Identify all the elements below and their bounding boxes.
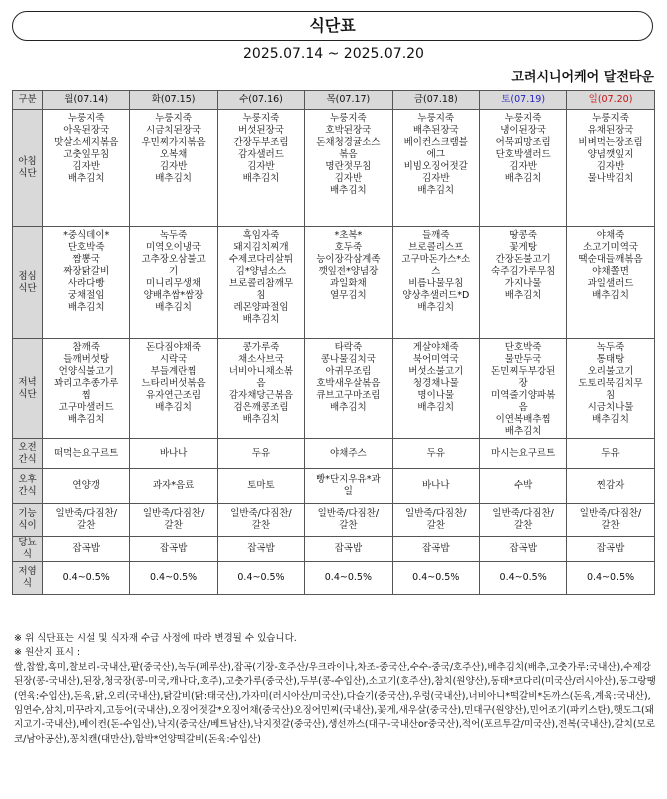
header-day: 목(07.17) [305, 91, 392, 110]
menu-item: 일반죽/다짐찬/ [492, 508, 554, 519]
menu-cell [479, 504, 566, 537]
menu-item: 통태탕 [596, 354, 625, 365]
menu-item: 김자반 [159, 161, 188, 172]
menu-cell [567, 562, 654, 595]
menu-item: 갈찬 [77, 520, 96, 531]
menu-item: 물나박김치 [587, 173, 634, 184]
menu-item: 미역줄기양파볶 [491, 390, 556, 401]
menu-item: 오리불고기 [587, 366, 634, 377]
menu-item: 감자채당근볶음 [228, 390, 294, 401]
menu-item: 짬뽕국 [72, 254, 100, 265]
menu-cell [567, 227, 654, 339]
menu-item: 돈채청경귤소스 [316, 137, 381, 148]
diabetic-diet-row [13, 537, 655, 562]
menu-item: 사라다빵 [67, 278, 105, 289]
menu-item: 떠먹는요구르트 [54, 447, 119, 459]
menu-item: 미니리무생채 [146, 278, 202, 289]
menu-item: 음 [256, 378, 266, 389]
menu-item: 참깨죽 [72, 342, 100, 353]
menu-item: 바나나 [159, 447, 188, 459]
menu-cell [217, 537, 304, 562]
menu-cell [305, 439, 392, 469]
menu-item: 비벼먹는장조림 [578, 137, 643, 148]
menu-item: 잡곡밥 [247, 543, 275, 554]
menu-cell [479, 339, 566, 439]
menu-item: 0.4~0.5% [62, 572, 110, 583]
menu-item: 비름나물무침 [408, 278, 464, 289]
menu-item: 가지나물 [504, 278, 542, 289]
menu-item: 흑임자죽 [242, 230, 280, 241]
menu-item: 배추김치 [592, 290, 629, 301]
menu-item: 김자반 [421, 173, 450, 184]
menu-item: 연양갱 [72, 480, 100, 491]
menu-item: 두유 [426, 447, 445, 459]
row-label [13, 110, 43, 227]
row-label-line: 오전 [18, 441, 37, 453]
menu-item: 브로콜리스프 [408, 242, 464, 253]
row-label [13, 562, 43, 595]
header-day-sunday: 일(07.20) [567, 91, 654, 110]
menu-cell [217, 339, 304, 439]
menu-item: 배추김치 [242, 173, 280, 184]
menu-item: 잡곡밥 [334, 543, 363, 554]
menu-cell [479, 469, 566, 504]
row-label [13, 227, 43, 339]
menu-item: 배추김치 [417, 302, 455, 313]
menu-item: *중식데이* [63, 230, 110, 241]
menu-cell [305, 469, 392, 504]
menu-item: 잡곡밥 [596, 543, 625, 554]
menu-cell [305, 504, 392, 537]
header-corner: 구분 [13, 91, 43, 110]
menu-item: 갈찬 [426, 520, 445, 531]
menu-item: 누룽지죽 [330, 113, 367, 124]
menu-item: 마시는요구르트 [491, 447, 556, 459]
header-day-saturday: 토(07.19) [479, 91, 566, 110]
menu-cell [392, 227, 479, 339]
menu-item: 아귀무조림 [325, 366, 372, 377]
menu-cell [479, 227, 566, 339]
menu-item: 돼지김치찌개 [233, 242, 289, 253]
menu-item: 일반죽/다짐찬/ [405, 508, 467, 519]
menu-item: 미역오이냉국 [146, 242, 202, 253]
menu-cell [130, 562, 217, 595]
menu-item: 배추김치 [242, 314, 280, 325]
menu-cell [43, 469, 130, 504]
menu-item: 고춧잎무침 [63, 149, 110, 160]
menu-item: 0.4~0.5% [237, 572, 285, 583]
menu-item: 누룽지죽 [592, 113, 629, 124]
menu-cell [43, 504, 130, 537]
change-notice: ※ 위 식단표는 시설 및 식자재 수급 사정에 따라 변경될 수 있습니다. [14, 633, 297, 644]
menu-item: 김자반 [596, 161, 625, 172]
menu-cell [217, 227, 304, 339]
menu-item: 누룽지죽 [504, 113, 542, 124]
menu-item: 우민찌가지볶음 [141, 137, 206, 148]
menu-item: 돈민찌두부강된 [491, 366, 556, 377]
menu-item: 배추김치 [592, 414, 629, 425]
menu-cell [43, 110, 130, 227]
menu-item: 김자반 [509, 161, 537, 172]
menu-cell [479, 562, 566, 595]
organization-name: 고려시니어케어 달전타운 [511, 70, 654, 85]
menu-item: 브로콜리참깨무 [228, 278, 294, 289]
menu-item: 청경채나물 [412, 378, 459, 389]
menu-item: 김*양념소스 [235, 266, 287, 277]
menu-item: 검은깨콩조림 [233, 402, 289, 413]
row-label-line: 오후 [18, 474, 37, 485]
menu-item: 배추김치 [504, 173, 542, 184]
menu-cell [392, 537, 479, 562]
menu-item: 들깨버섯탕 [63, 354, 110, 365]
row-label-line: 저녁 [18, 376, 37, 388]
menu-item: 배추김치 [330, 185, 367, 196]
menu-item: 두유 [601, 447, 620, 459]
menu-item: 오복채 [159, 149, 188, 160]
menu-item: 과일화채 [330, 278, 367, 289]
afternoon-snack-row [13, 469, 655, 504]
menu-item: 배추김치 [417, 402, 455, 413]
menu-item: 누룽지죽 [67, 113, 105, 124]
row-label [13, 469, 43, 504]
menu-item: 0.4~0.5% [586, 572, 635, 583]
menu-item: 맛살소세지볶음 [54, 137, 119, 148]
menu-item: 일반죽/다짐찬/ [142, 508, 205, 519]
menu-cell [217, 504, 304, 537]
menu-item: 유채된장국 [587, 125, 634, 136]
page-title: 식단표 [12, 11, 653, 41]
row-label-line: 기능 [18, 508, 37, 519]
menu-item: 배추김치 [330, 402, 367, 413]
menu-item: 궁채절임 [67, 290, 105, 301]
menu-item: 너비아니채소볶 [228, 366, 294, 377]
dinner-row [13, 339, 655, 439]
menu-item: 야채쫄면 [592, 266, 629, 277]
menu-item: 명이나물 [417, 390, 455, 401]
row-label [13, 537, 43, 562]
menu-item: 게살야채죽 [412, 342, 459, 353]
menu-cell [43, 562, 130, 595]
menu-item: 양배추쌈*쌈장 [143, 290, 204, 301]
menu-cell [392, 110, 479, 227]
menu-item: 잡곡밥 [421, 543, 450, 554]
menu-item: 돈다짐야채죽 [146, 342, 202, 353]
menu-item: 레몬양파절임 [233, 302, 289, 313]
menu-item: 고추장오삼불고 [141, 254, 206, 265]
menu-cell [130, 110, 217, 227]
menu-item: 잡곡밥 [509, 543, 537, 554]
header-day: 화(07.15) [130, 91, 217, 110]
menu-item: 호박된장국 [325, 125, 372, 136]
menu-cell [305, 339, 392, 439]
menu-item: 꽃게탕 [509, 242, 537, 253]
menu-item: 음 [518, 402, 528, 413]
menu-item: 바나나 [421, 480, 450, 491]
menu-item: 단호박샐러드 [495, 149, 551, 160]
menu-item: 배추김치 [67, 302, 105, 313]
menu-item: 0.4~0.5% [412, 572, 460, 583]
menu-item: 배추김치 [242, 414, 280, 425]
menu-item: 땍순대들깨볶음 [578, 254, 643, 265]
row-label-line: 점심 [18, 270, 37, 282]
menu-item: 어묵피망조림 [495, 137, 551, 148]
breakfast-row [13, 110, 655, 227]
menu-item: 토마토 [247, 480, 275, 491]
row-label [13, 504, 43, 537]
menu-item: 과일샐러드 [587, 278, 634, 289]
menu-item: 언양식불고기 [58, 366, 114, 377]
menu-item: 잡곡밥 [72, 543, 100, 554]
menu-cell [305, 537, 392, 562]
row-label [13, 439, 43, 469]
menu-item: 갈찬 [164, 520, 183, 531]
menu-item: 숙주김가루무침 [491, 266, 556, 277]
menu-item: 간장돈불고기 [495, 254, 551, 265]
menu-item: 꽈리고추종가루 [54, 378, 119, 389]
menu-item: 배추김치 [417, 185, 455, 196]
menu-cell [217, 562, 304, 595]
menu-item: 배추된장국 [412, 125, 459, 136]
row-label-line: 식단 [18, 282, 37, 294]
meal-plan-table [12, 90, 655, 595]
menu-item: 느타리버섯볶음 [141, 378, 206, 389]
menu-item: 배추김치 [67, 173, 105, 184]
menu-item: 도토리묵김치무 [578, 378, 643, 389]
menu-cell [567, 537, 654, 562]
menu-cell [130, 339, 217, 439]
menu-cell [567, 110, 654, 227]
menu-item: 야채주스 [330, 447, 367, 459]
menu-item: 단호박죽 [67, 242, 105, 253]
menu-item: 침 [605, 390, 616, 401]
menu-cell [567, 469, 654, 504]
menu-item: 소고기미역국 [583, 242, 639, 253]
menu-item: 에그 [426, 149, 445, 160]
header-day: 금(07.18) [392, 91, 479, 110]
date-range: 2025.07.14 ~ 2025.07.20 [243, 46, 424, 62]
menu-item: 배추김치 [504, 290, 542, 301]
menu-item: 갈찬 [251, 520, 271, 531]
menu-item: 0.4~0.5% [324, 572, 372, 583]
row-label-line: 아침 [18, 156, 37, 167]
menu-cell [392, 339, 479, 439]
menu-cell [392, 562, 479, 595]
menu-item: 베이컨스크램블 [403, 137, 468, 148]
menu-item: 일반죽/다짐찬/ [230, 508, 292, 519]
row-label-line: 저염 [18, 566, 37, 577]
menu-item: 북어미역국 [412, 354, 459, 365]
menu-cell [305, 562, 392, 595]
menu-cell [217, 469, 304, 504]
menu-cell [43, 537, 130, 562]
menu-item: 땅콩죽 [509, 230, 537, 241]
menu-cell [217, 439, 304, 469]
low-salt-diet-row [13, 562, 655, 595]
row-label-line: 식이 [18, 520, 37, 531]
menu-item: 호두죽 [334, 242, 363, 253]
table-header-row [13, 91, 655, 110]
menu-item: 기 [168, 266, 179, 277]
row-label-line: 식 [22, 578, 33, 589]
menu-item: 0.4~0.5% [149, 572, 198, 583]
menu-cell [567, 504, 654, 537]
menu-item: 명란젓무침 [325, 161, 372, 172]
menu-item: 양상추샐러드*D [402, 290, 470, 301]
menu-cell [479, 110, 566, 227]
menu-cell [392, 439, 479, 469]
menu-item: 채소사브국 [238, 354, 284, 365]
menu-item: 시금치된장국 [146, 125, 202, 136]
menu-item: 배추김치 [155, 173, 192, 184]
menu-item: 배추김치 [155, 302, 192, 313]
menu-item: 김자반 [334, 173, 363, 184]
header-day: 월(07.14) [43, 91, 130, 110]
notes-section [14, 632, 656, 747]
row-label [13, 339, 43, 439]
menu-item: 큐브고구마조림 [316, 390, 381, 401]
menu-cell [305, 110, 392, 227]
menu-item: 볶음 [339, 149, 358, 160]
menu-item: 비빔오징어젓갈 [403, 161, 468, 172]
menu-item: 과자*음료 [152, 480, 195, 491]
menu-item: 고구마샐러드 [58, 402, 114, 413]
menu-item: 녹두죽 [159, 230, 188, 241]
menu-item: 야채죽 [596, 230, 625, 241]
menu-item: 감자샐러드 [238, 149, 284, 160]
menu-item: 일반죽/다짐찬/ [317, 508, 380, 519]
menu-item: 양념깻잎지 [587, 149, 634, 160]
menu-item: 간장두부조림 [233, 137, 289, 148]
menu-cell [567, 439, 654, 469]
menu-item: 일반죽/다짐찬/ [55, 508, 117, 519]
menu-item: 콩나물김치국 [320, 354, 376, 365]
menu-item: 갈찬 [339, 520, 358, 531]
menu-cell [43, 339, 130, 439]
menu-item: 배추김치 [504, 426, 542, 437]
menu-item: 갈찬 [513, 520, 533, 531]
menu-item: 누룽지죽 [417, 113, 455, 124]
functional-diet-row [13, 504, 655, 537]
menu-item: 열무김치 [330, 290, 367, 301]
menu-cell [130, 504, 217, 537]
morning-snack-row [13, 439, 655, 469]
menu-cell [479, 439, 566, 469]
lunch-row [13, 227, 655, 339]
menu-item: 버섯된장국 [238, 125, 284, 136]
menu-cell [130, 439, 217, 469]
menu-cell [305, 227, 392, 339]
row-label-line: 당뇨 [18, 537, 37, 548]
menu-item: 짜장닭갈비 [63, 266, 110, 277]
row-label-line: 식단 [18, 168, 37, 179]
menu-cell [567, 339, 654, 439]
menu-item: 찐감자 [596, 480, 625, 491]
menu-item: 누룽지죽 [242, 113, 280, 124]
menu-item: 이연복배추찜 [495, 414, 551, 425]
menu-item: 아욱된장국 [63, 125, 110, 136]
menu-cell [43, 227, 130, 339]
origin-title: ※ 원산지 표시 : [14, 647, 81, 659]
menu-item: 스 [431, 266, 441, 277]
menu-item: 유자연근조림 [146, 390, 202, 401]
menu-cell [43, 439, 130, 469]
menu-item: 수박 [513, 480, 533, 491]
menu-item: 시금치나물 [587, 402, 634, 413]
menu-item: 깻잎전*양념장 [318, 266, 379, 277]
menu-item: 단호박죽 [504, 342, 542, 353]
menu-item: 부들계란찜 [150, 366, 197, 377]
menu-item: 찜 [81, 390, 91, 401]
menu-item: *초복* [334, 230, 363, 241]
menu-item: 장 [518, 378, 528, 389]
menu-item: 물만두국 [504, 354, 542, 365]
menu-item: 잡곡밥 [159, 543, 188, 554]
menu-item: 고구마돈가스*소 [401, 254, 471, 265]
menu-item: 호박새우살볶음 [316, 378, 381, 389]
menu-item: 갈찬 [601, 520, 620, 531]
menu-cell [130, 537, 217, 562]
menu-item: 침 [256, 290, 266, 301]
menu-item: 능이장각삼계족 [316, 254, 381, 265]
menu-item: 배추김치 [67, 414, 105, 425]
menu-cell [130, 469, 217, 504]
menu-item: 김자반 [247, 161, 275, 172]
menu-item: 김자반 [72, 161, 100, 172]
row-label-line: 간식 [18, 486, 37, 497]
menu-cell [130, 227, 217, 339]
menu-cell [392, 469, 479, 504]
row-label-line: 식 [22, 549, 33, 560]
row-label-line: 간식 [18, 453, 37, 465]
menu-item: 시락국 [159, 354, 188, 365]
menu-item: 들깨죽 [421, 230, 450, 241]
menu-item: 0.4~0.5% [499, 572, 547, 583]
menu-item: 배추김치 [155, 402, 192, 413]
menu-item: 일반죽/다짐찬/ [579, 508, 642, 519]
menu-item: 누룽지죽 [155, 113, 192, 124]
menu-cell [479, 537, 566, 562]
row-label-line: 식단 [18, 388, 37, 400]
menu-item: 두유 [251, 447, 271, 459]
header-day: 수(07.16) [217, 91, 304, 110]
menu-item: 냉이된장국 [500, 125, 547, 136]
menu-item: 수제코다리살튀 [228, 254, 294, 265]
menu-cell [392, 504, 479, 537]
menu-item: 타락죽 [334, 342, 363, 353]
menu-item: 녹두죽 [596, 342, 625, 353]
menu-item: 콩가루죽 [242, 342, 280, 353]
menu-item: 빵*단지우유*과 [316, 474, 381, 485]
menu-item: 버섯소불고기 [408, 366, 464, 377]
menu-item: 일 [343, 486, 353, 497]
menu-cell [217, 110, 304, 227]
origin-body: 쌀,찹쌀,흑미,찰보리-국내산,팥(중국산),녹두(페루산),잡곡(기장-호주산/우크라이나,차조-중국산,수수-중국/호주산),배추김치(배추,고춧가루:국내산),수제강된장(콩-국내산),된장,청국장(콩-미국,캐나다,호주),고춧가루(중국산),두부(콩-수입산),소고기(호주산),참치(원양산),동태*코다리(미국산/러시아산),동그랑땡(연육:수입산),돈육,닭,오리(국내산),닭갈비(닭:태국산),가자미(러시아산/미국산),다슬기(중국산),우렁(국내산),너비아니*떡갈비*돈까스(돈육,계육:국내산),임연수,삼치,미꾸라지,고등어(국내산),오징어젓갈*오징어채(중국산)오징어민찌(국내산),꽃게,새우살(중국산),민대구(원양산),민어조기(파키스탄),햇도그(돼지고기-국내산),베이컨(돈-수입산),낙지(중국산/베트남산),낙지젓갈(중국산),생선까스(대구-국내산or중국산),적어(포르투갈/미국산),전복(국내산),갈치(모로코/남아공산),꽁치캔(대만산),함박*언양떡갈비(돈육:수입산) [14, 661, 656, 745]
